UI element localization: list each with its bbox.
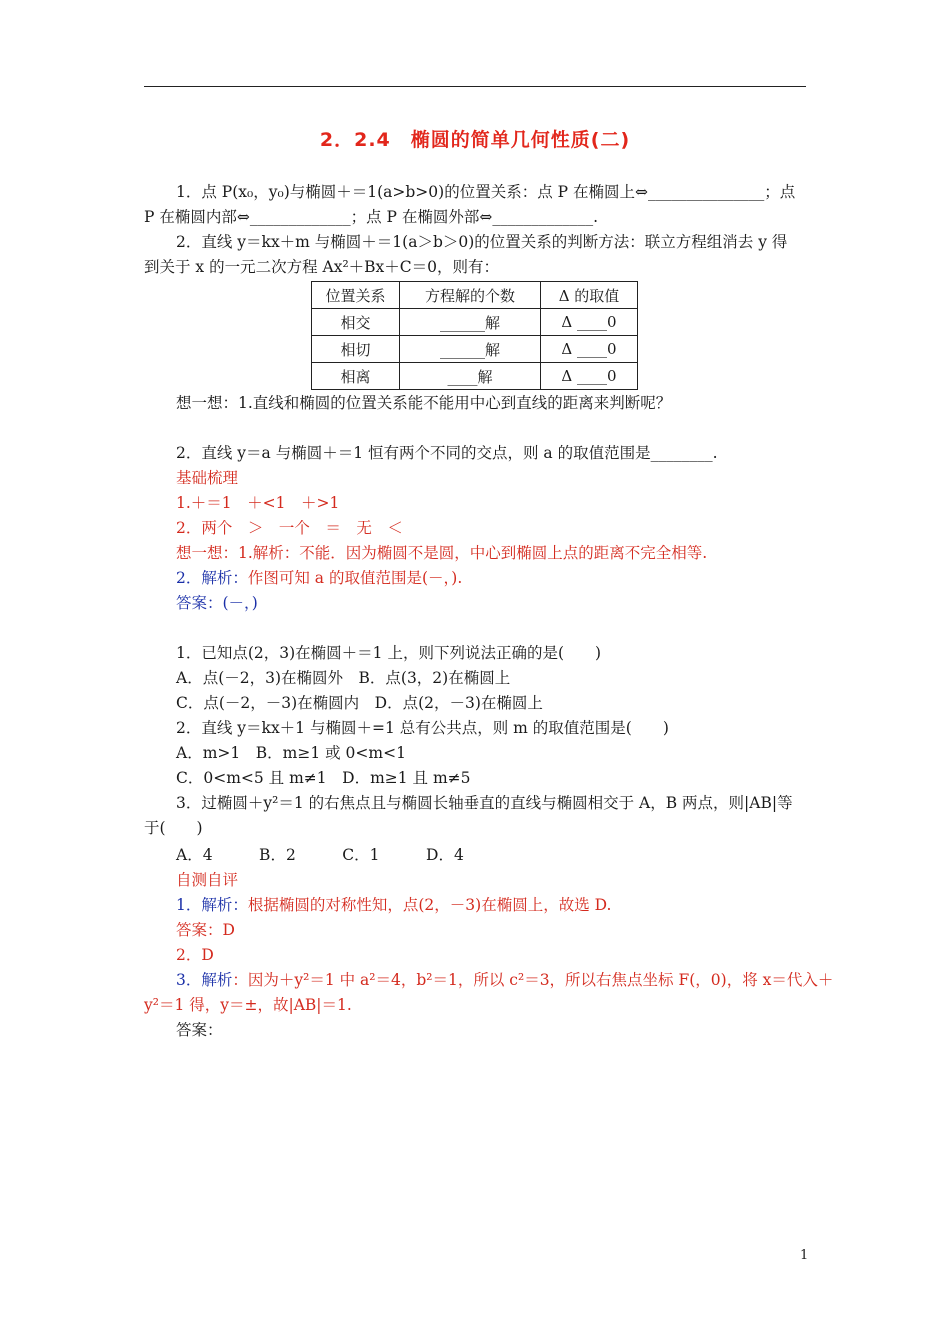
table-row [312, 309, 638, 336]
table-row [312, 336, 638, 363]
relation-table [311, 281, 638, 390]
intro-line-1: 1．点 P(x₀，y₀)与椭圆＋＝1(a>b>0)的位置关系：点 P 在椭圆上⇔_______________；点 [176, 183, 796, 201]
header-rule [144, 86, 806, 87]
basics-answer-3: 想一想：1.解析：不能．因为椭圆不是圆，中心到椭圆上点的距离不完全相等. [176, 544, 708, 562]
exercise-3-cont: 于( ) [144, 819, 203, 837]
basics-answer-4 [176, 568, 846, 588]
table-cell: 相离 [312, 363, 400, 390]
analysis-label: 1．解析： [176, 896, 248, 914]
table-cell: Δ ____0 [541, 363, 638, 390]
analysis-label: 3．解析 [176, 971, 233, 989]
table-cell: ______解 [400, 336, 541, 363]
basics-answer-2: 2．两个 ＞ 一个 ＝ 无 ＜ [176, 519, 403, 537]
page-number: 1 [800, 1248, 809, 1263]
think-question-1: 想一想：1.直线和椭圆的位置关系能不能用中心到直线的距离来判断呢？ [176, 394, 672, 412]
table-row [312, 363, 638, 390]
exercise-3: 3．过椭圆＋y²＝1 的右焦点且与椭圆长轴垂直的直线与椭圆相交于 A，B 两点，则|AB|等 [176, 794, 793, 812]
think-question-2: 2．直线 y＝a 与椭圆＋＝1 恒有两个不同的交点，则 a 的取值范围是________. [176, 444, 718, 462]
basics-answer-5: 答案：(－，) [176, 594, 258, 612]
exercise-2-options-cd: C．0<m<5 且 m≠1 D．m≥1 且 m≠5 [176, 769, 471, 787]
exercise-2-options-ab: A．m>1 B．m≥1 或 0<m<1 [176, 744, 406, 762]
table-cell: ______解 [400, 309, 541, 336]
intro-line-4: 到关于 x 的一元二次方程 Ax²＋Bx＋C＝0，则有： [144, 258, 500, 276]
table-cell: Δ ____0 [541, 309, 638, 336]
table-cell: 相交 [312, 309, 400, 336]
basics-answer-1: 1.＋＝1 ＋<1 ＋>1 [176, 494, 340, 512]
self-answer-3-cont: y²＝1 得，y＝±，故|AB|＝1. [144, 996, 352, 1014]
exercise-2: 2．直线 y＝kx＋1 与椭圆＋=1 总有公共点，则 m 的取值范围是( ) [176, 719, 669, 737]
self-answer-2: 2．D [176, 946, 214, 964]
page-title: 2．2.4 椭圆的简单几何性质(二) [319, 129, 631, 151]
table-header-cell: 位置关系 [312, 282, 400, 309]
table-header-cell: Δ 的取值 [541, 282, 638, 309]
exercise-1: 1．已知点(2，3)在椭圆＋＝1 上，则下列说法正确的是( ) [176, 644, 602, 662]
basics-heading: 基础梳理 [176, 469, 239, 487]
self-answer-1-result: 答案：D [176, 921, 235, 939]
exercise-3-options: A．4 B．2 C．1 D．4 [176, 846, 464, 864]
self-answer-3-result: 答案： [176, 1021, 223, 1039]
self-answer-1 [176, 895, 846, 915]
self-heading: 自测自评 [176, 871, 239, 889]
self-answer-3 [176, 970, 846, 990]
analysis-text: 作图可知 a 的取值范围是(－，). [247, 569, 463, 587]
analysis-text: 根据椭圆的对称性知，点(2，－3)在椭圆上，故选 D. [247, 896, 612, 914]
table-header-cell: 方程解的个数 [400, 282, 541, 309]
analysis-label: 2．解析： [176, 569, 248, 587]
table-header-row [312, 282, 638, 309]
intro-line-2: P 在椭圆内部⇔_____________；点 P 在椭圆外部⇔_____________. [144, 208, 599, 226]
table-cell: Δ ____0 [541, 336, 638, 363]
table-cell: 相切 [312, 336, 400, 363]
exercise-1-options-ab: A．点(－2，3)在椭圆外 B．点(3，2)在椭圆上 [176, 669, 511, 687]
exercise-1-options-cd: C．点(－2，－3)在椭圆内 D．点(2，－3)在椭圆上 [176, 694, 543, 712]
intro-line-3: 2．直线 y＝kx＋m 与椭圆＋＝1(a＞b＞0)的位置关系的判断方法：联立方程组消去 y 得 [176, 233, 788, 251]
table-cell: ____解 [400, 363, 541, 390]
analysis-text: ：因为＋y²＝1 中 a²＝4，b²＝1，所以 c²＝3，所以右焦点坐标 F(，0)，将 x＝代入＋ [232, 971, 834, 989]
